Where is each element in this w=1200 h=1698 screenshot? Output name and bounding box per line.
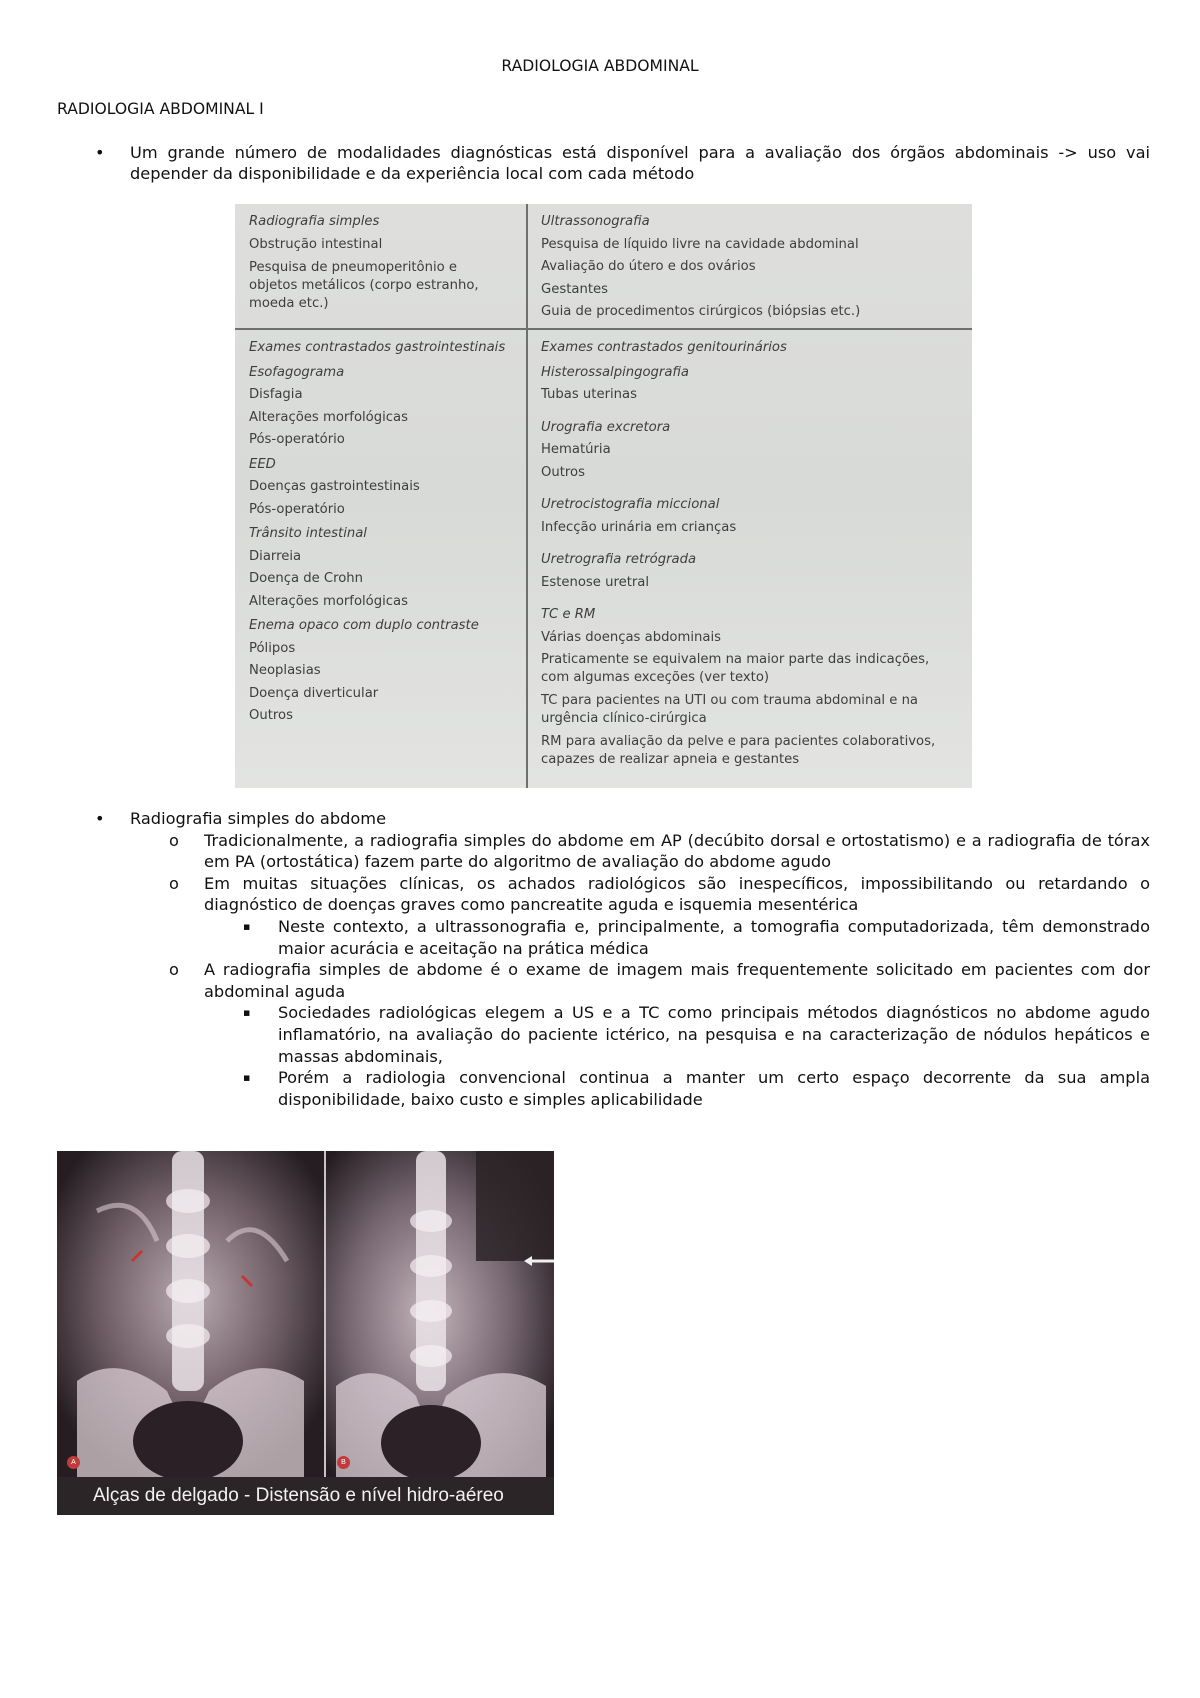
cell-heading: Exames contrastados genitourinários <box>541 340 787 355</box>
intro-text: Um grande número de modalidades diagnósticas está disponível para a avaliação dos órgãos abdominais -> uso vai depender da disponibilidade e da experiência local com cada método <box>130 143 1150 183</box>
list-item <box>95 1002 1150 1067</box>
cell-line: Praticamente se equivalem na maior parte das indicações, <box>541 652 930 667</box>
bullet-marker: • <box>95 143 105 162</box>
cell-heading: Ultrassonografia <box>541 214 650 229</box>
cell-heading: Radiografia simples <box>249 214 380 229</box>
bullet-marker: ▪ <box>243 1071 251 1085</box>
cell-line: Obstrução intestinal <box>249 236 383 252</box>
table-vertical-divider <box>526 204 528 788</box>
list-item <box>95 1067 1150 1110</box>
cell-line: Disfagia <box>249 387 303 402</box>
list-heading: Radiografia simples do abdome <box>130 809 387 828</box>
list-text: A radiografia simples de abdome é o exame de imagem mais frequentemente solicitado em pacientes com dor abdominal aguda <box>204 960 1150 1001</box>
group-heading: Histerossalpingografia <box>541 364 690 380</box>
cell-line: RM para avaliação da pelve e para pacientes colaborativos, <box>541 734 936 749</box>
page-title: RADIOLOGIA ABDOMINAL <box>501 57 699 75</box>
cell-line: Outros <box>541 464 585 480</box>
cell-line: Pós-operatório <box>249 432 345 447</box>
section-title: RADIOLOGIA ABDOMINAL I <box>57 100 264 118</box>
cell-line: TC para pacientes na UTI ou com trauma abdominal e na <box>541 693 919 708</box>
panel-a-label: A <box>67 1456 80 1469</box>
cell-heading: Exames contrastados gastrointestinais <box>249 340 506 355</box>
table-cell-radiografia-simples <box>249 211 479 313</box>
cell-line: capazes de realizar apneia e gestantes <box>541 752 800 767</box>
cell-line: Infecção urinária em crianças <box>541 519 737 535</box>
table-cell-ultrassonografia <box>541 211 860 324</box>
cell-line: Hematúria <box>541 442 611 457</box>
xray-panel-b <box>326 1151 554 1515</box>
panel-b-label: B <box>337 1456 350 1469</box>
cell-line: Várias doenças abdominais <box>541 629 721 645</box>
table-cell-gastrointestinais <box>249 337 505 728</box>
cell-line: Pólipos <box>249 640 296 656</box>
xray-panel-divider <box>324 1151 326 1477</box>
cell-line: moeda etc.) <box>249 296 329 311</box>
intro-bullet <box>95 142 1150 184</box>
group-heading: Esofagograma <box>249 364 345 380</box>
group-heading: Enema opaco com duplo contraste <box>249 618 479 633</box>
xray-panel-a <box>57 1151 324 1515</box>
table-cell-genitourinarios <box>541 337 935 769</box>
list-item <box>95 830 1150 873</box>
cell-line: Pesquisa de líquido livre na cavidade abdominal <box>541 236 859 252</box>
list-item <box>95 873 1150 916</box>
group-heading: Uretrografia retrógrada <box>541 552 697 567</box>
group-heading: Uretrocistografia miccional <box>541 497 720 512</box>
cell-line: Doenças gastrointestinais <box>249 479 420 494</box>
cell-line: Estenose uretral <box>541 574 650 590</box>
cell-line: com algumas exceções (ver texto) <box>541 670 770 685</box>
list-item <box>95 959 1150 1002</box>
cell-line: Guia de procedimentos cirúrgicos (biópsias etc.) <box>541 304 861 319</box>
cell-line: Outros <box>249 708 293 723</box>
cell-line: Alterações morfológicas <box>249 593 408 609</box>
cell-line: Pós-operatório <box>249 501 345 517</box>
modalities-table <box>235 204 972 788</box>
cell-line: Tubas uterinas <box>541 387 637 402</box>
list-item <box>95 916 1150 959</box>
cell-line: objetos metálicos (corpo estranho, <box>249 278 479 293</box>
cell-line: Diarreia <box>249 548 302 564</box>
group-heading: EED <box>249 456 276 472</box>
bullet-marker: ▪ <box>243 919 251 933</box>
cell-line: Pesquisa de pneumoperitônio e <box>249 260 457 275</box>
list-text: Em muitas situações clínicas, os achados radiológicos são inespecíficos, impossibilitando ou retardando o diagnóstico de doenças graves como pancreatite aguda e isquemia mesentérica <box>204 873 1150 915</box>
group-heading: Trânsito intestinal <box>249 526 367 541</box>
bullet-marker: o <box>169 830 179 850</box>
group-heading: TC e RM <box>541 607 596 622</box>
cell-line: urgência clínico-cirúrgica <box>541 711 707 726</box>
cell-line: Avaliação do útero e dos ovários <box>541 259 756 274</box>
bullet-marker: • <box>95 809 105 828</box>
bullet-marker: o <box>169 873 179 893</box>
list-text: Tradicionalmente, a radiografia simples do abdome em AP (decúbito dorsal e ortostatismo) e a radiografia de tórax em PA (ortostática) fazem parte do algoritmo de avaliação do abdome agudo <box>204 830 1150 872</box>
cell-line: Neoplasias <box>249 663 321 678</box>
cell-line: Doença de Crohn <box>249 571 364 586</box>
list-item <box>95 808 1150 830</box>
xray-caption: Alças de delgado - Distensão e nível hidro-aéreo <box>57 1477 554 1515</box>
list-text: Sociedades radiológicas elegem a US e a TC como principais métodos diagnósticos no abdome agudo inflamatório, na avaliação do paciente ictérico, na pesquisa e na caracterização de nódulos hepáticos e massas abdominais, <box>278 1003 1150 1066</box>
xray-figure <box>57 1151 554 1515</box>
bullet-marker: ▪ <box>243 1006 251 1020</box>
list-text: Porém a radiologia convencional continua a manter um certo espaço decorrente da sua ampla disponibilidade, baixo custo e simples aplicabilidade <box>278 1068 1150 1109</box>
group-heading: Urografia excretora <box>541 419 671 435</box>
cell-line: Gestantes <box>541 281 608 297</box>
cell-line: Doença diverticular <box>249 685 379 701</box>
list-text: Neste contexto, a ultrassonografia e, principalmente, a tomografia computadorizada, têm demonstrado maior acurácia e aceitação na prática médica <box>278 916 1150 958</box>
bullet-marker: o <box>169 960 179 980</box>
radiography-list <box>95 808 1150 1110</box>
table-horizontal-divider <box>235 328 972 330</box>
cell-line: Alterações morfológicas <box>249 409 408 425</box>
